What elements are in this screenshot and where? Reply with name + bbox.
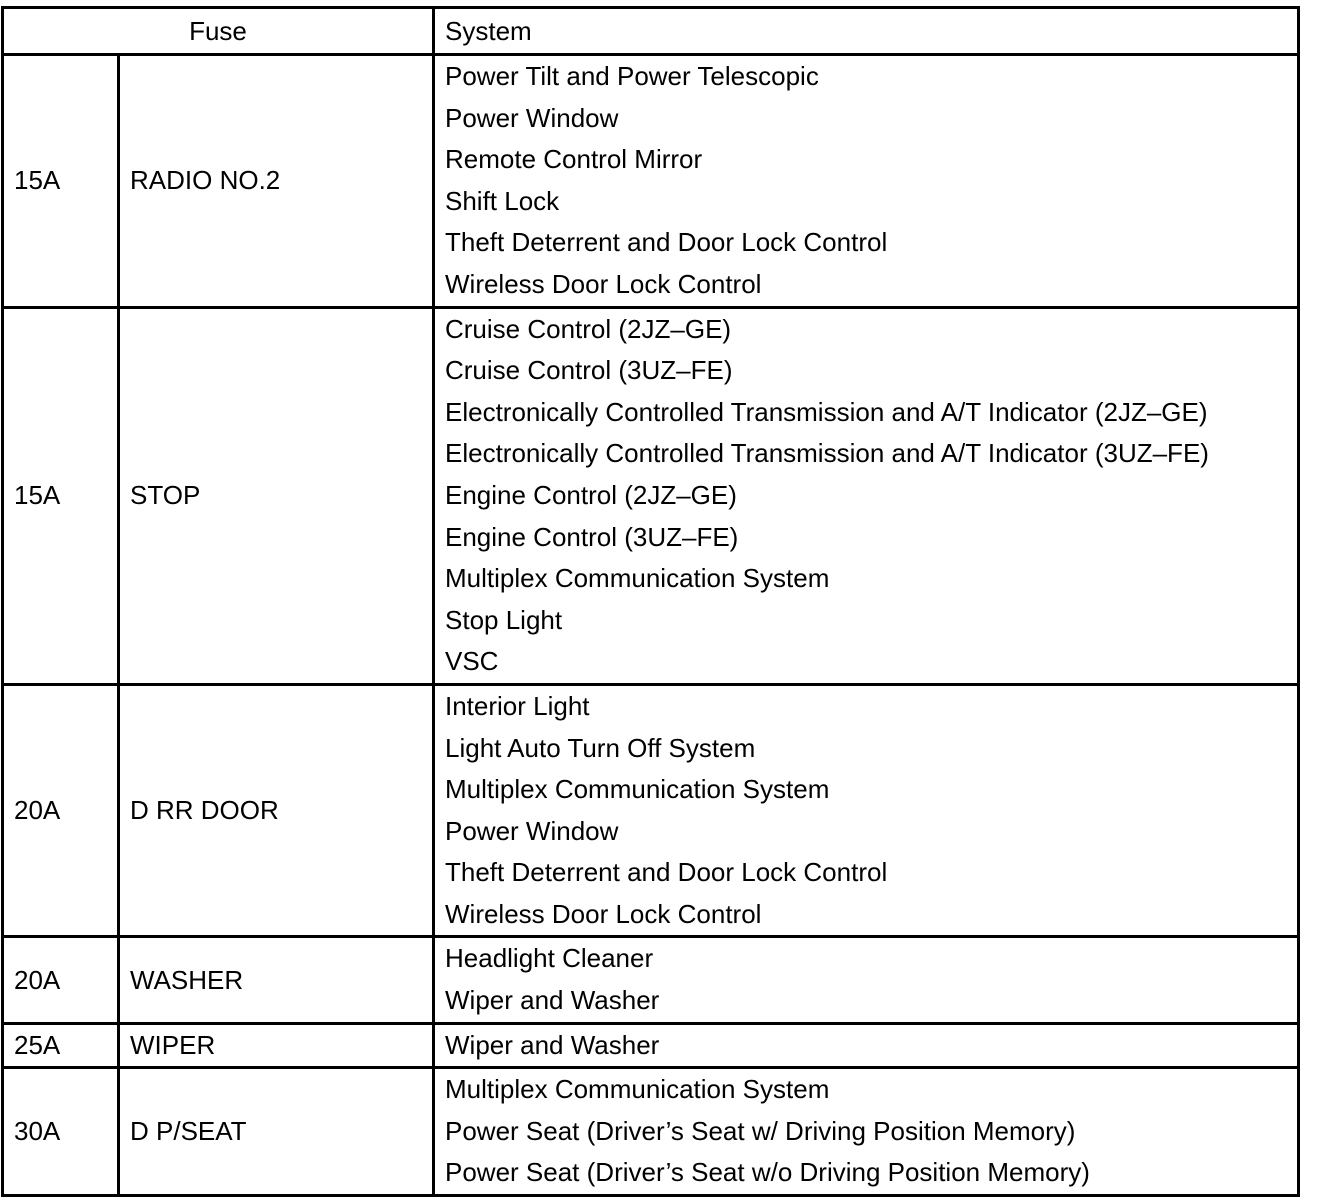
fuse-amperage: 15A [3,307,119,684]
system-item: Multiplex Communication System [445,563,830,594]
fuse-row [3,55,1299,308]
system-item: Wiper and Washer [445,985,660,1016]
system-item: Cruise Control (3UZ–FE) [445,355,733,386]
fuse-amperage: 15A [3,55,119,308]
fuse-name: WIPER [119,1023,434,1068]
system-list [445,309,1297,683]
fuse-amperage: 20A [3,684,119,937]
system-item: Shift Lock [445,185,560,216]
fuse-name: WASHER [119,937,434,1023]
fuse-name: STOP [119,307,434,684]
fuse-systems [434,55,1299,308]
system-item: Interior Light [445,690,590,721]
fuse-systems [434,937,1299,1023]
fuse-table [1,6,1300,1197]
fuse-name: D P/SEAT [119,1068,434,1196]
system-item: Power Window [445,815,619,846]
system-item: Remote Control Mirror [445,144,703,175]
fuse-amperage: 30A [3,1068,119,1196]
fuse-systems [434,1023,1299,1068]
system-item: Electronically Controlled Transmission and A/T Indicator (3UZ–FE) [445,438,1209,469]
fuse-row [3,684,1299,937]
system-item: Multiplex Communication System [445,774,830,805]
fuse-body [3,55,1299,1196]
system-item: Headlight Cleaner [445,943,654,974]
system-item: Multiplex Communication System [445,1074,830,1105]
system-item: Electronically Controlled Transmission and A/T Indicator (2JZ–GE) [445,396,1208,427]
system-list [445,1069,1297,1194]
fuse-amperage: 20A [3,937,119,1023]
fuse-row [3,937,1299,1023]
system-list [445,1025,1297,1067]
fuse-row [3,1068,1299,1196]
fuse-row [3,1023,1299,1068]
system-item: Engine Control (2JZ–GE) [445,479,737,510]
system-list [445,686,1297,936]
system-item: Wiper and Washer [445,1029,660,1060]
fuse-systems [434,1068,1299,1196]
system-item: Power Seat (Driver’s Seat w/ Driving Position Memory) [445,1115,1076,1146]
system-item: Theft Deterrent and Door Lock Control [445,227,888,258]
system-item: Light Auto Turn Off System [445,732,756,763]
fuse-systems [434,307,1299,684]
fuse-systems [434,684,1299,937]
system-list [445,56,1297,306]
system-item: Power Tilt and Power Telescopic [445,61,819,91]
system-item: Theft Deterrent and Door Lock Control [445,857,888,888]
system-item: Power Seat (Driver’s Seat w/o Driving Position Memory) [445,1157,1090,1188]
header-fuse: Fuse [3,8,434,55]
header-system: System [434,8,1299,55]
system-item: Engine Control (3UZ–FE) [445,521,739,552]
system-item: Wireless Door Lock Control [445,268,762,299]
system-item: Power Window [445,102,619,133]
system-list [445,938,1297,1021]
fuse-row [3,307,1299,684]
header-row [3,8,1299,55]
system-item: Stop Light [445,604,563,635]
fuse-name: D RR DOOR [119,684,434,937]
system-item: Wireless Door Lock Control [445,898,762,929]
fuse-amperage: 25A [3,1023,119,1068]
fuse-name: RADIO NO.2 [119,55,434,308]
system-item: Cruise Control (2JZ–GE) [445,313,732,344]
system-item: VSC [445,646,499,677]
